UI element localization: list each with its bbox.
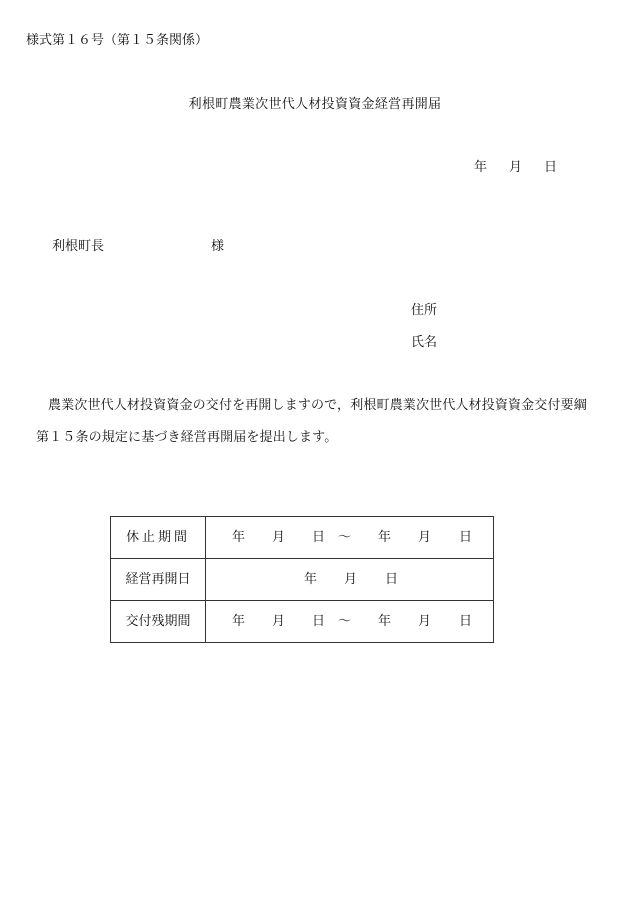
body-text-line-2: 第１５条の規定に基づき経営再開届を提出します。 [36, 430, 338, 445]
addressee-name: 利根町長 [52, 239, 105, 254]
start-day-label: 日 [312, 530, 326, 545]
table-row-resumption-date [111, 559, 494, 601]
form-number: 様式第１６号（第１５条関係） [26, 33, 209, 48]
start-month-label: 月 [272, 614, 286, 629]
submission-date [474, 161, 557, 174]
remaining-period-value [206, 601, 494, 643]
end-month-label: 月 [418, 530, 432, 545]
date-year-label: 年 [474, 160, 488, 175]
resume-year-label: 年 [304, 572, 318, 587]
end-day-label: 日 [459, 530, 473, 545]
resume-day-label: 日 [385, 572, 399, 587]
suspension-period-label: 休止期間 [111, 517, 206, 559]
end-day-label: 日 [459, 614, 473, 629]
document-title: 利根町農業次世代人材投資資金経営再開届 [188, 97, 442, 112]
body-text-line-1: 農業次世代人材投資資金の交付を再開しますので，利根町農業次世代人材投資資金交付要綱 [48, 398, 587, 413]
end-year-label: 年 [378, 614, 392, 629]
table-row-remaining-period [111, 601, 494, 643]
remaining-period-label: 交付残期間 [111, 601, 206, 643]
start-month-label: 月 [272, 530, 286, 545]
range-separator: ～ [338, 530, 352, 545]
start-year-label: 年 [232, 530, 246, 545]
end-month-label: 月 [418, 614, 432, 629]
name-label: 氏名 [411, 335, 438, 350]
range-separator: ～ [338, 614, 352, 629]
addressee-honorific: 様 [211, 239, 225, 254]
end-year-label: 年 [378, 530, 392, 545]
start-day-label: 日 [312, 614, 326, 629]
date-day-label: 日 [544, 160, 558, 175]
suspension-period-value [206, 517, 494, 559]
address-label: 住所 [411, 303, 438, 318]
resume-month-label: 月 [344, 572, 358, 587]
resumption-date-label: 経営再開日 [111, 559, 206, 601]
table-row-suspension-period [111, 517, 494, 559]
resumption-date-value [206, 559, 494, 601]
period-table [110, 516, 494, 643]
start-year-label: 年 [232, 614, 246, 629]
date-month-label: 月 [509, 160, 523, 175]
